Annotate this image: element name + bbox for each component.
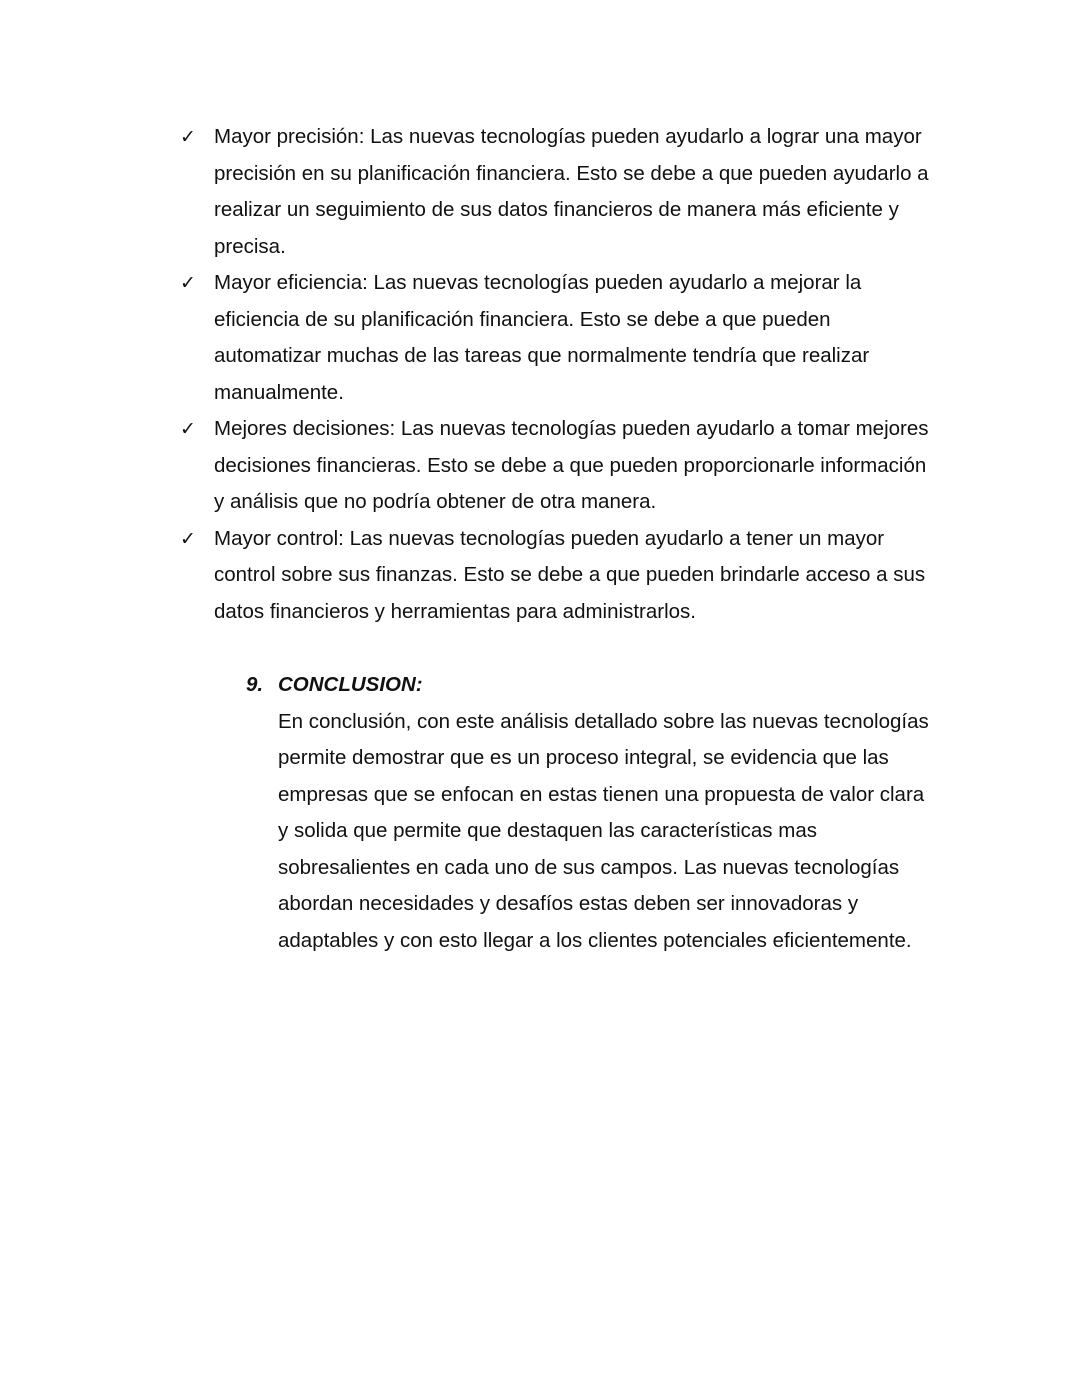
conclusion-section bbox=[246, 667, 946, 959]
benefits-checklist bbox=[180, 119, 940, 630]
list-item bbox=[180, 411, 940, 521]
checkmark-icon: ✓ bbox=[180, 418, 196, 440]
checkmark-icon: ✓ bbox=[180, 126, 196, 148]
checkmark-icon: ✓ bbox=[180, 527, 196, 550]
list-item-text: Mayor eficiencia: Las nuevas tecnologías pueden ayudarlo a mejorar la eficiencia de su planificación financiera. Esto se debe a que pueden automatizar muchas de las tareas que normalmente tendría que realizar manualmente. bbox=[214, 271, 870, 404]
section-title: CONCLUSION: bbox=[278, 673, 423, 696]
list-item bbox=[180, 265, 940, 411]
list-item-text: Mayor precisión: Las nuevas tecnologías pueden ayudarlo a lograr una mayor precisión en su planificación financiera. Esto se debe a que pueden ayudarlo a realizar un seguimiento de sus datos financieros de manera más eficiente y precisa. bbox=[214, 125, 929, 258]
list-item bbox=[180, 119, 940, 265]
conclusion-paragraph: En conclusión, con este análisis detallado sobre las nuevas tecnologías permite demostrar que es un proceso integral, se evidencia que las empresas que se enfocan en estas tienen una propuesta de valor clara y solida que permite que destaquen las características mas sobresalientes en cada uno de sus campos. Las nuevas tecnologías abordan necesidades y desafíos estas deben ser innovadoras y adaptables y con esto llegar a los clientes potenciales eficientemente. bbox=[278, 709, 929, 952]
checkmark-icon: ✓ bbox=[180, 272, 196, 294]
section-number: 9. bbox=[246, 673, 264, 696]
section-heading bbox=[246, 667, 946, 704]
list-item bbox=[180, 521, 940, 631]
list-item-text: Mejores decisiones: Las nuevas tecnologías pueden ayudarlo a tomar mejores decisiones financieras. Esto se debe a que pueden proporcionarle información y análisis que no podría obtener de otra manera. bbox=[214, 417, 929, 513]
list-item-text: Mayor control: Las nuevas tecnologías pueden ayudarlo a tener un mayor control sobre sus finanzas. Esto se debe a que pueden brindarle acceso a sus datos financieros y herramientas para administrarlos. bbox=[214, 526, 926, 623]
